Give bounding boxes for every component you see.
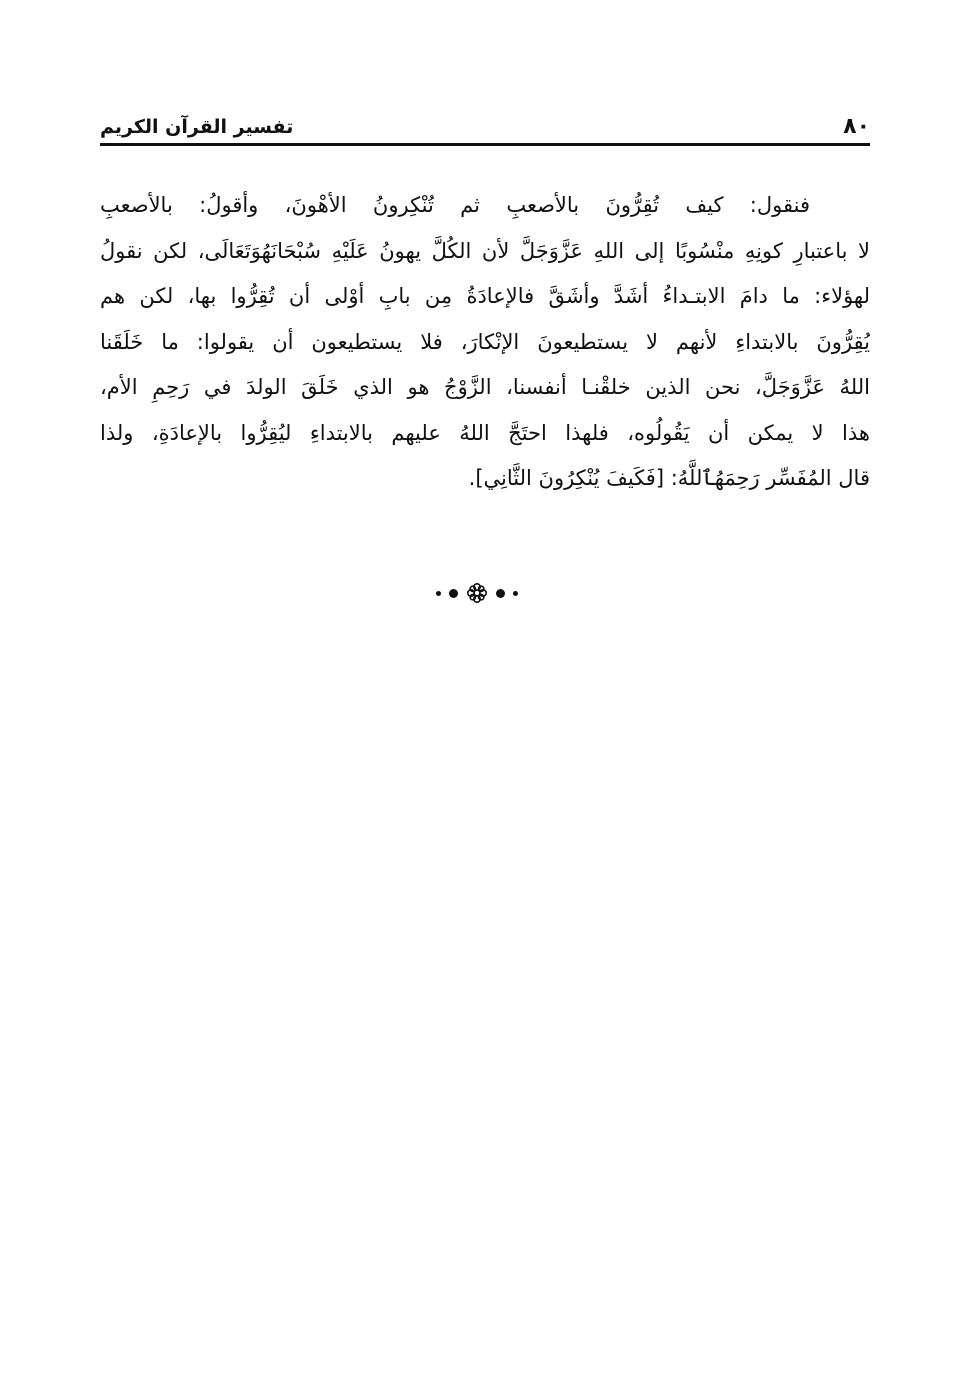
page-number: ٨٠ — [843, 114, 870, 139]
dot-icon — [513, 591, 518, 596]
body-paragraph — [100, 183, 870, 502]
text-line: لهؤلاء: ما دامَ الابتـداءُ أشَدَّ وأشَقَّ فالإعادَةُ مِن بابِ أوْلى أن تُقِرُّوا بها، لكن هم — [100, 284, 870, 308]
text-line: هذا لا يمكن أن يَقُولُوه، فلهذا احتَجَّ اللهُ عليهم بالابتداءِ ليُقِرُّوا بالإعادَةِ، ولذا — [100, 420, 870, 445]
floral-ornament-icon — [466, 582, 488, 604]
text-line: فنقول: كيف تُقِرُّونَ بالأصعبِ ثم تُنْكِرونُ الأهْونَ، وأقولُ: بالأصعبِ — [100, 193, 810, 217]
dot-icon — [449, 589, 458, 598]
text-line: لا باعتبارِ كونِهِ منْسُوبًا إلى اللهِ عَزَّوَجَلَّ لأن الكُلَّ يهونُ عَلَيْهِ سُبْحَانَهُوَتَعَالَى، لكن نقولُ — [100, 238, 870, 263]
text-line: اللهُ عَزَّوَجَلَّ، نحن الذين خلقْنـا أنفسنا، الزَّوْجُ هو الذي خَلَقَ الولدَ في رَحِمِ الأم، — [100, 375, 870, 399]
text-line: يُقِرُّونَ بالابتداءِ لأنهم لا يستطيعونَ الإنْكارَ، فلا يستطيعون أن يقولوا: ما خَلَقَنا — [100, 329, 870, 354]
running-title: تفسير القرآن الكريم — [100, 116, 294, 138]
section-end-ornament — [0, 578, 954, 608]
dot-icon — [436, 591, 441, 596]
header-rule — [100, 143, 870, 146]
dot-icon — [496, 589, 505, 598]
text-line: قال المُفَسِّر رَحِمَهُٱللَّهُ: [فَكَيفَ يُنْكِرُونَ الثَّانِي]. — [468, 466, 870, 490]
page-header — [100, 108, 870, 142]
